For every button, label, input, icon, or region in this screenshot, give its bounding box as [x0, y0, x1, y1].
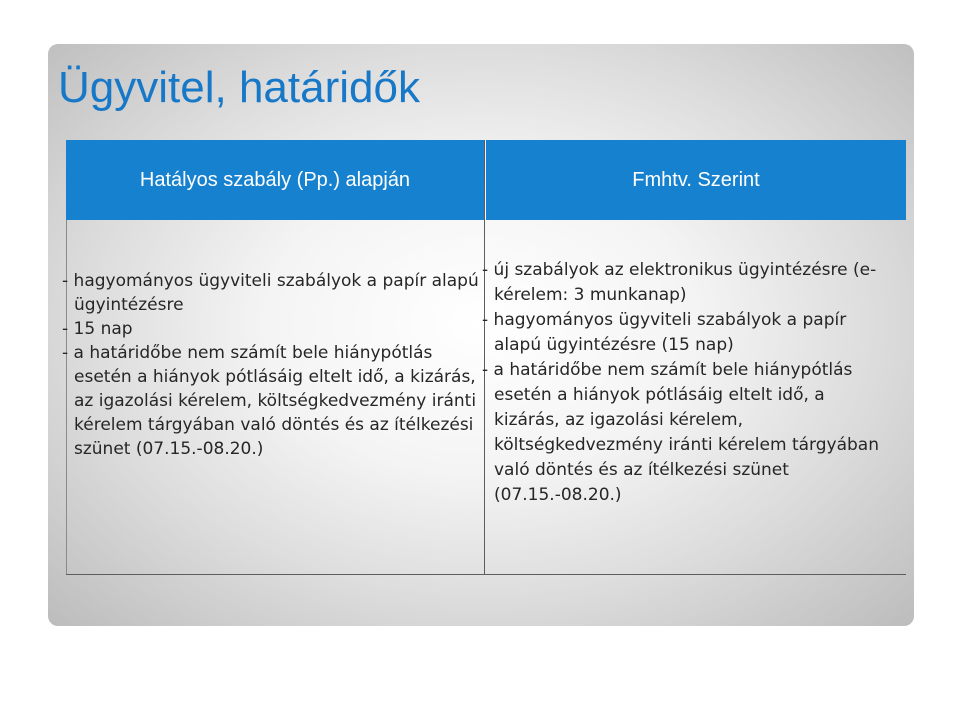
slide-title: Ügyvitel, határidők — [58, 63, 420, 112]
table-header-left-label: Hatályos szabály (Pp.) alapján — [139, 168, 411, 191]
list-item: - a határidőbe nem számít bele hiánypótlás esetén a hiányok pótlásáig eltelt idő, a kizárás, az igazolási kérelem, költségkedvezmény iránti kérelem tárgyában való döntés és az ítélkezési szünet (07.15.-08.20.) — [482, 360, 879, 505]
table-cell-left — [62, 269, 492, 461]
list-item: - új szabályok az elektronikus ügyintézésre (e-kérelem: 3 munkanap) — [482, 260, 877, 305]
list-item: - hagyományos ügyviteli szabályok a papír alapú ügyintézésre (15 nap) — [482, 310, 847, 355]
table-bottom-border — [66, 574, 906, 575]
table-cell-right — [482, 258, 882, 508]
slide — [48, 44, 914, 626]
list-item: - hagyományos ügyviteli szabályok a papír alapú ügyintézésre — [62, 271, 479, 315]
list-item: - 15 nap — [62, 319, 133, 339]
list-item: - a határidőbe nem számít bele hiánypótlás esetén a hiányok pótlásáig eltelt idő, a kizárás, az igazolási kérelem, költségkedvezmény iránti kérelem tárgyában való döntés és az ítélkezési szünet (07.15.-08.20.) — [62, 343, 477, 459]
table-header-right — [486, 140, 906, 220]
table-header-right-label: Fmhtv. Szerint — [632, 168, 760, 191]
table-header-left — [66, 140, 484, 220]
